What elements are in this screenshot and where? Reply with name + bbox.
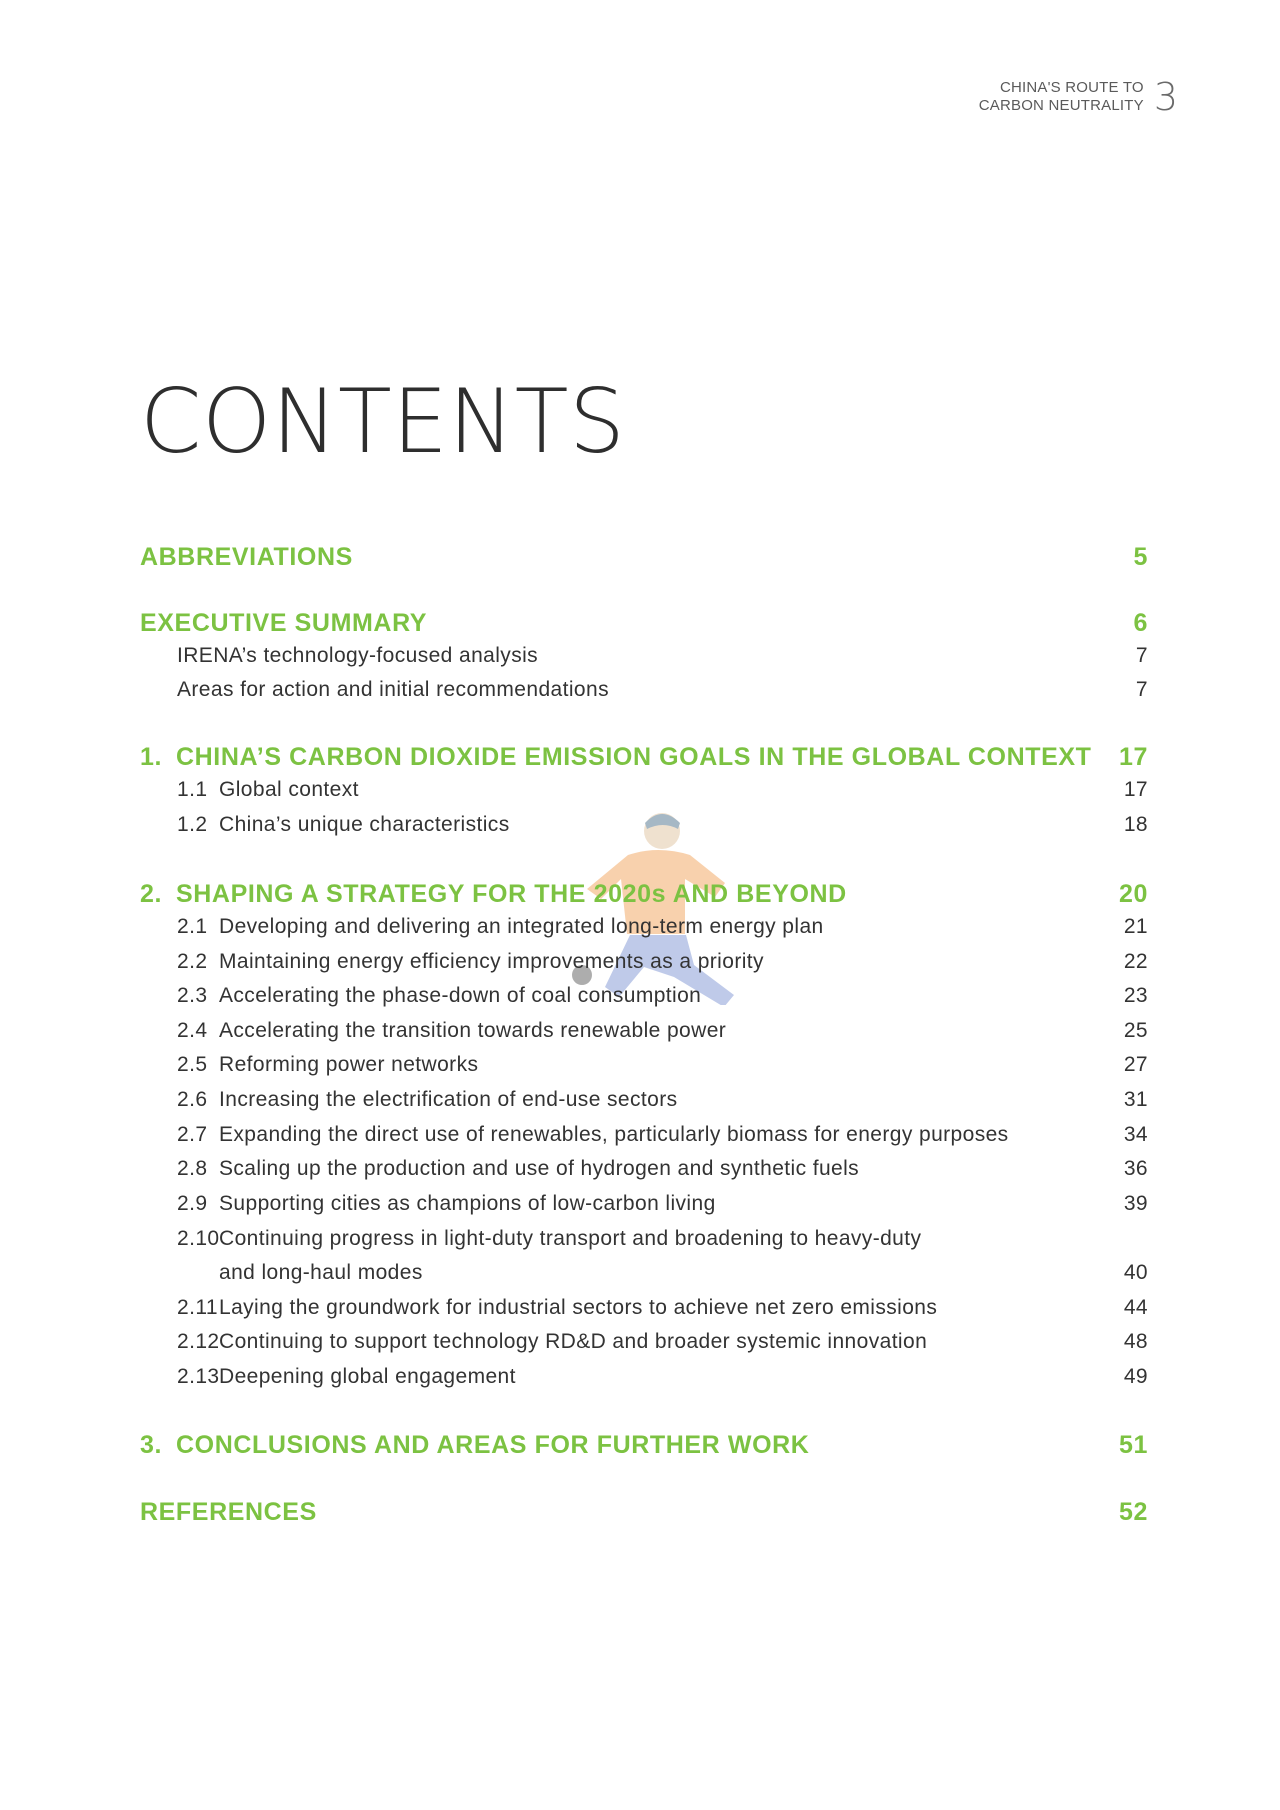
toc-entry-page: 51 (1118, 1431, 1148, 1459)
toc-entry-label: Reforming power networks (219, 1053, 479, 1076)
toc-entry-number: 2.12 (177, 1330, 220, 1353)
toc-entry-number: 2.10 (177, 1227, 220, 1250)
toc-entry-label: Supporting cities as champions of low-carbon living (219, 1192, 716, 1215)
toc-entry-chapter-2[interactable] (140, 880, 1148, 909)
toc-entry-label: Developing and delivering an integrated long-term energy plan (219, 915, 824, 938)
toc-entry-chapter-3[interactable] (140, 1431, 1148, 1460)
running-header (978, 75, 1178, 119)
toc-entry-page: 27 (1123, 1053, 1148, 1076)
toc-entry-number: 1.2 (177, 813, 208, 836)
toc-entry-label: EXECUTIVE SUMMARY (140, 609, 428, 637)
toc-entry-label: Maintaining energy efficiency improvements as a priority (219, 950, 764, 973)
toc-entry-page: 22 (1123, 950, 1148, 973)
toc-entry-label: Continuing progress in light-duty transport and broadening to heavy-duty (219, 1227, 922, 1250)
page-title: CONTENTS (140, 370, 626, 473)
toc-entry-page: 48 (1123, 1330, 1148, 1353)
page-number: 3 (1153, 75, 1178, 119)
toc-entry-label: Scaling up the production and use of hydrogen and synthetic fuels (219, 1157, 860, 1180)
toc-entry-number: 2.8 (177, 1157, 208, 1180)
toc-entry-page: 44 (1123, 1296, 1148, 1319)
toc-entry-label: Accelerating the phase-down of coal consumption (219, 984, 702, 1007)
toc-entry-abbreviations[interactable] (140, 543, 1148, 572)
toc-entry-number: 3. (140, 1431, 163, 1459)
toc-entry-number: 2.9 (177, 1192, 208, 1215)
toc-entry-label: CHINA’S CARBON DIOXIDE EMISSION GOALS IN THE GLOBAL CONTEXT (176, 743, 1092, 771)
toc-entry-number: 2.2 (177, 950, 208, 973)
toc-entry-page: 21 (1123, 915, 1148, 938)
toc-entry-references[interactable] (140, 1498, 1148, 1527)
toc-entry-page: 23 (1123, 984, 1148, 1007)
toc-entry-label: ABBREVIATIONS (140, 543, 353, 571)
toc-entry-page: 39 (1123, 1192, 1148, 1215)
toc-entry-number: 2.13 (177, 1365, 220, 1388)
toc-entry-label: IRENA’s technology-focused analysis (177, 644, 539, 667)
toc-entry-label: Laying the groundwork for industrial sectors to achieve net zero emissions (219, 1296, 938, 1319)
toc-entry-label: CONCLUSIONS AND AREAS FOR FURTHER WORK (176, 1431, 810, 1459)
header-line-1: CHINA'S ROUTE TO (999, 79, 1144, 96)
toc-entry-page: 17 (1123, 778, 1148, 801)
toc-entry-number: 2.6 (177, 1088, 208, 1111)
toc-entry-label: SHAPING A STRATEGY FOR THE 2020s AND BEYOND (176, 880, 847, 908)
toc-entry-number: 2. (140, 880, 163, 908)
toc-entry-number: 1.1 (177, 778, 208, 801)
toc-entry-label: Accelerating the transition towards renewable power (219, 1019, 727, 1042)
toc-entry-number: 1. (140, 743, 163, 771)
toc-entry-executive-summary[interactable] (140, 609, 1148, 638)
toc-entry-page: 40 (1123, 1261, 1148, 1284)
toc-entry-number: 2.4 (177, 1019, 208, 1042)
toc-entry-number: 2.11 (177, 1296, 218, 1319)
toc-entry-page: 49 (1123, 1365, 1148, 1388)
toc-entry-label: Deepening global engagement (219, 1365, 516, 1388)
toc-entry-number: 2.1 (177, 915, 208, 938)
toc-entry-label: Expanding the direct use of renewables, particularly biomass for energy purposes (219, 1123, 1009, 1146)
toc-entry-page: 6 (1133, 609, 1148, 637)
toc-entry-label: Increasing the electrification of end-use sectors (219, 1088, 678, 1111)
toc-entry-label: Global context (219, 778, 359, 801)
toc-entry-label: Continuing to support technology RD&D and broader systemic innovation (219, 1330, 928, 1353)
toc-entry-page: 5 (1133, 543, 1148, 571)
toc-entry-page: 52 (1118, 1498, 1148, 1526)
toc-entry-chapter-1[interactable] (140, 743, 1148, 772)
toc-entry-label: Areas for action and initial recommendations (177, 678, 609, 701)
toc-entry-number: 2.5 (177, 1053, 208, 1076)
toc-entry-page: 17 (1118, 743, 1148, 771)
toc-entry-page: 25 (1123, 1019, 1148, 1042)
running-header-title (979, 79, 1144, 115)
toc-entry-page: 7 (1135, 644, 1148, 667)
toc-entry-label: and long-haul modes (219, 1261, 423, 1284)
toc-entry-page: 7 (1135, 678, 1148, 701)
toc-entry-page: 20 (1118, 880, 1148, 908)
toc-entry-page: 31 (1123, 1088, 1148, 1111)
toc-entry-page: 18 (1123, 813, 1148, 836)
toc-entry-label: REFERENCES (140, 1498, 317, 1526)
toc-entry-page: 36 (1123, 1157, 1148, 1180)
header-line-2: CARBON NEUTRALITY (978, 97, 1144, 114)
toc-entry-label: China’s unique characteristics (219, 813, 510, 836)
toc-entry-page: 34 (1123, 1123, 1148, 1146)
toc-entry-number: 2.7 (177, 1123, 208, 1146)
toc-entry-number: 2.3 (177, 984, 208, 1007)
